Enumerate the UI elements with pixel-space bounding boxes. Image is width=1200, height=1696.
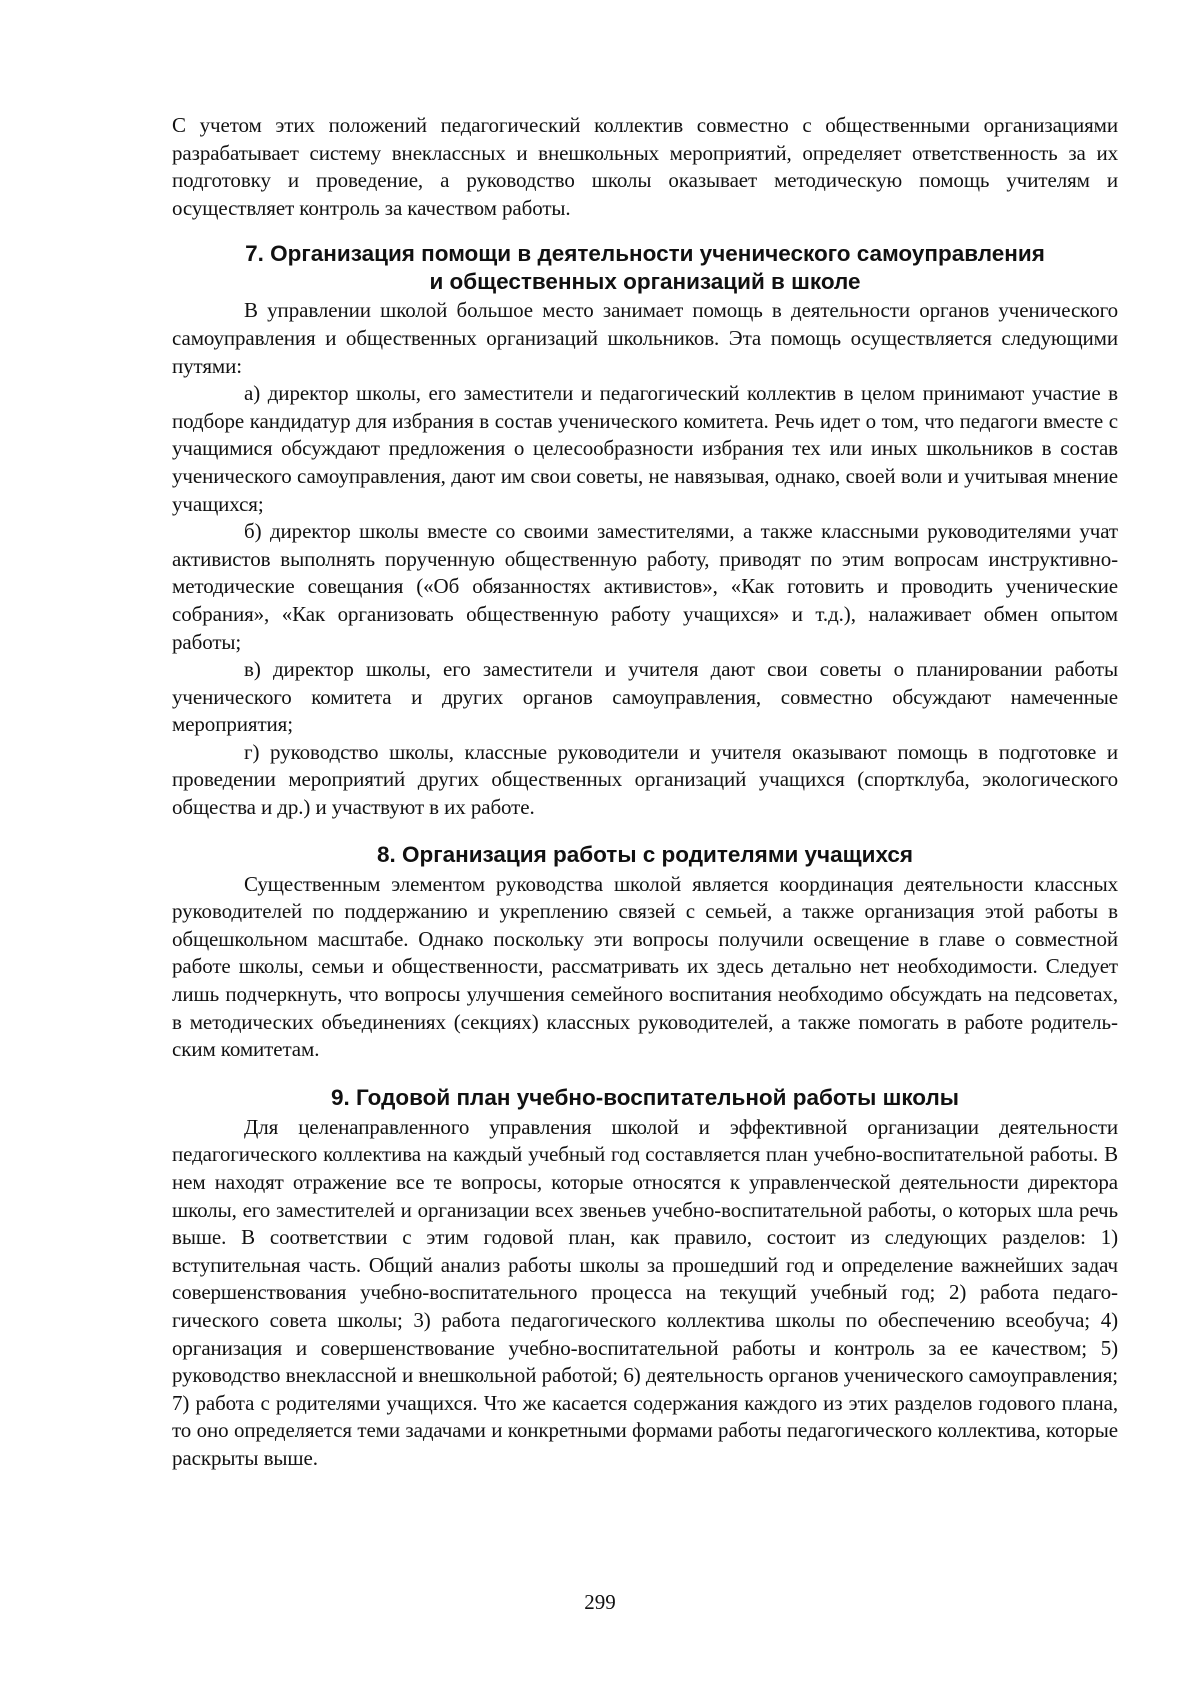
- section-7-paragraph: В управлении школой большое место занимает помощь в деятельности органов ученического самоуправления и общественных организаций школьников. Эта помощь осуществляется следующими путями:: [172, 298, 1118, 378]
- section-7-item-b: б) директор школы вместе со своими заместителями, а также классными руководителями учат активистов выполнять порученную общественную работу, приводят по этим вопросам инструктивно-методические совещания («Об обязанностях активистов», «Как готовить и проводить ученические собрания», «Как организовать общественную работу учащихся» и т.д.), налаживает обмен опытом работы;: [172, 519, 1118, 654]
- section-7-item-a: а) директор школы, его заместители и педагогический коллектив в целом принимают участие в подборе кандидатур для избрания в состав ученического комитета. Речь идет о том, что педагоги вместе с учащимися обсуждают предложения о целесообразности избрания тех или иных школьников в состав ученического самоуправления, дают им свои советы, не навязывая, однако, своей воли и учитывая мнение учащихся;: [172, 381, 1118, 516]
- document-page: [172, 112, 1118, 1473]
- page-number: 299: [584, 1590, 616, 1614]
- section-7-heading-line2: и общественных организаций в школе: [429, 269, 861, 295]
- section-7-heading: [172, 240, 1118, 296]
- section-9-heading: 9. Годовой план учебно-воспитательной работы школы: [330, 1084, 959, 1110]
- intro-paragraph: С учетом этих положений педагогический коллектив совместно с общественными организациями разрабатывает систему внеклассных и внешкольных мероприятий, определяет ответственность за их подготовку и проведение, а руководство школы оказывает методическую помощь учителям и осуществляет контроль за качеством работы.: [172, 113, 1118, 220]
- section-8-heading: 8. Организация работы с родителями учащихся: [376, 841, 914, 867]
- section-8-paragraph: Существенным элементом руководства школой является координация деятельности классных руководителей по поддержанию и укреплению связей с семьей, а также организация этой работы в общешкольном масштабе. Однако поскольку эти вопросы получили освещение в главе о совместной работе школы, семьи и общественности, рассматривать их здесь детально нет необходимости. Следует лишь подчеркнуть, что вопросы улучшения семейного воспитания необходимо обсуждать на педсоветах, в методических объединениях (секциях) классных руководителей, а также помогать в работе родительским комитетам.: [172, 871, 1118, 1062]
- section-7-item-c: в) директор школы, его заместители и учителя дают свои советы о планировании работы ученического комитета и других органов самоуправления, совместно обсуждают намеченные мероприятия;: [172, 657, 1118, 737]
- section-7-heading-line1: 7. Организация помощи в деятельности ученического самоуправления: [245, 241, 1045, 267]
- section-9-paragraph: Для целенаправленного управления школой и эффективной организации деятельности педагогического коллектива на каждый учебный год составляется план учебно-воспитательной работы. В нем находят отражение все те вопросы, которые относятся к управленческой деятельности директора школы, его заместителей и организации всех звеньев учебно-воспитательной работы, о которых шла речь выше. В соответствии с этим годовой план, как правило, состоит из следующих разделов: 1) вступительная часть. Общий анализ работы школы за прошедший год и определение важнейших задач совершенствования учебно-воспитательного процесса на текущий учебный год; 2) работа педагогического совета школы; 3) работа педагогического коллектива школы по обеспечению всеобуча; 4) организация и совершенствование учебно-воспитательной работы и контроль за ее качеством; 5) руководство внеклассной и внешкольной работой; 6) деятельность органов ученического самоуправления; 7) работа с родителями учащихся. Что же касается содержания каждого из этих разделов годового плана, то оно определяется теми задачами и конкретными формами работы педагогического коллектива, которые раскрыты выше.: [172, 1114, 1118, 1470]
- section-7-item-d: г) руководство школы, классные руководители и учителя оказывают помощь в подготовке и проведении мероприятий других общественных организаций учащихся (спортклуба, экологического общества и др.) и участвуют в их работе.: [172, 739, 1118, 820]
